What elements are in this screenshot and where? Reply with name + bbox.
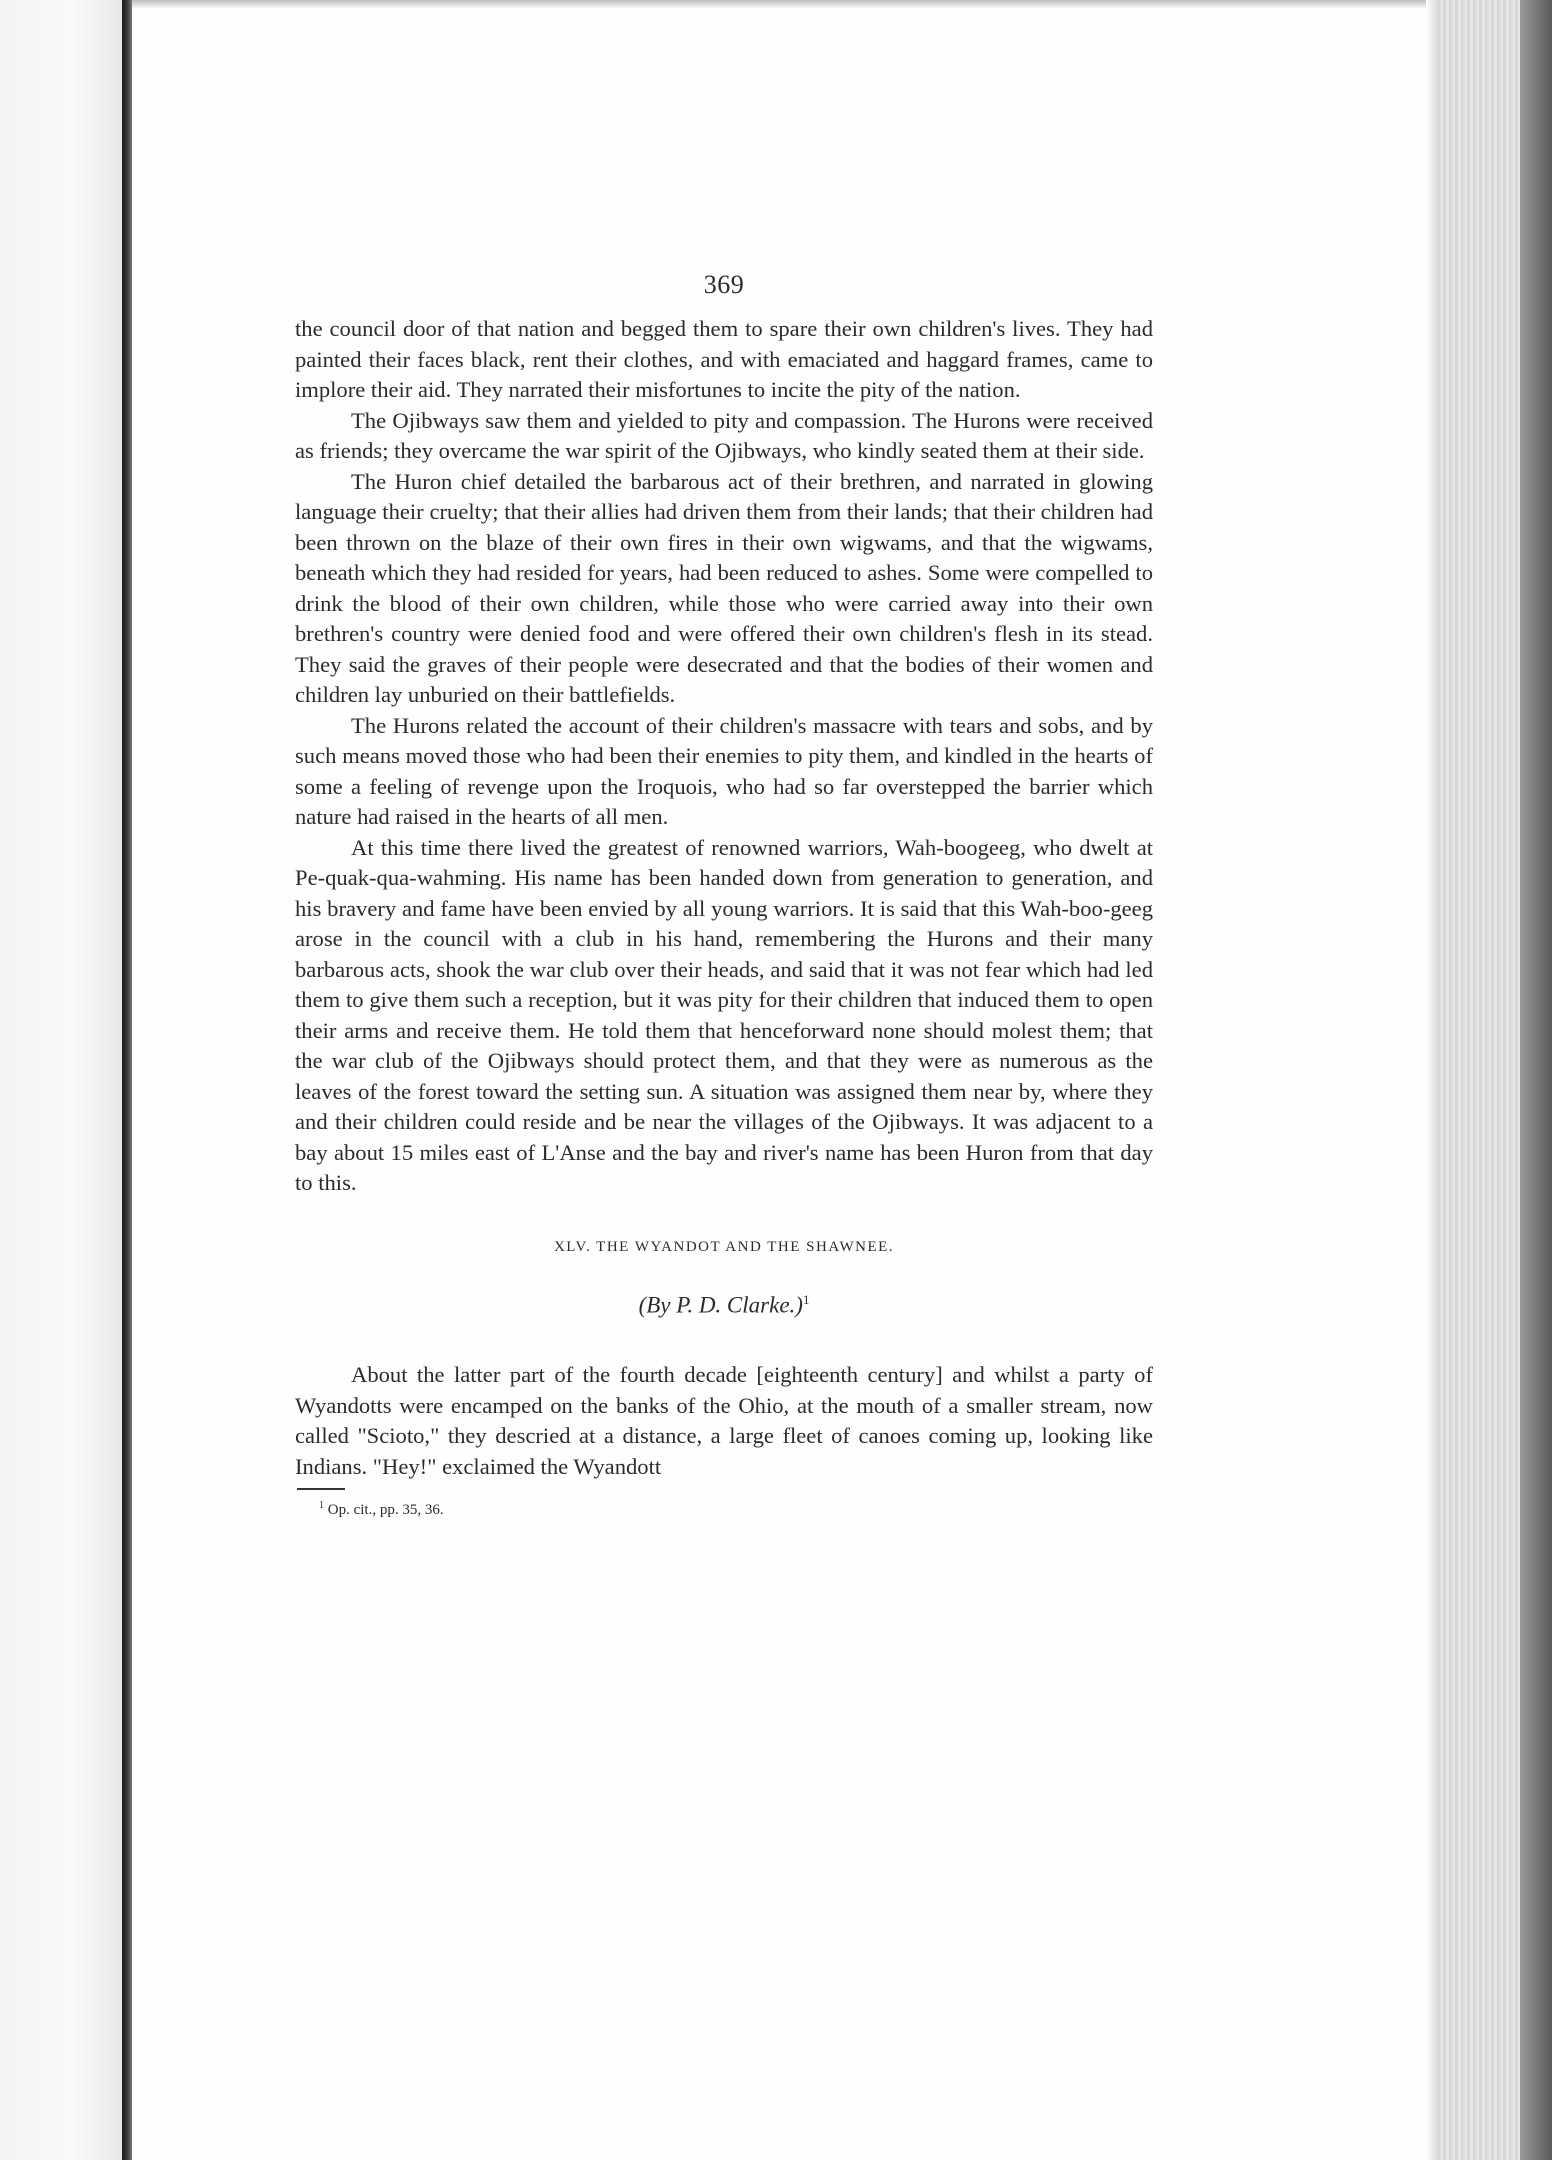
paragraph-2: The Ojibways saw them and yielded to pity and compassion. The Hurons were received as friends; they overcame the war spirit of the Ojibways, who kindly seated them at their side. xyxy=(295,407,1153,463)
top-page-edge xyxy=(132,0,1432,8)
footnote-marker: 1 xyxy=(319,1500,324,1512)
paragraph-4: The Hurons related the account of their children's massacre with tears and sobs, and by such means moved those who had been their enemies to pity them, and kindled in the hearts of some a feeling of revenge upon the Iroquois, who had so far overstepped the barrier which nature had raised in the hearts of all men. xyxy=(295,712,1153,829)
section-heading: XLV. THE WYANDOT AND THE SHAWNEE. xyxy=(553,1238,895,1255)
footnote-text: Op. cit., pp. 35, 36. xyxy=(327,1502,444,1519)
paragraph-1: the council door of that nation and begged them to spare their own children's lives. They had painted their faces black, rent their clothes, and with emaciated and haggard frames, came to implore their aid. They narrated their misfortunes to incite the pity of the nation. xyxy=(295,316,1153,402)
byline-footnote-marker: 1 xyxy=(802,1291,810,1307)
left-page-edge xyxy=(0,0,122,2160)
footnote xyxy=(319,1500,1153,1519)
byline xyxy=(295,1292,1153,1319)
paragraph-5: At this time there lived the greatest of renowned warriors, Wah-boogeeg, who dwelt at Pe-quak-qua-wahming. His name has been handed down from generation to generation, and his bravery and fame have been envied by all young warriors. It is said that this Wah-boo-geeg arose in the council with a club in his hand, remembering the Hurons and their many barbarous acts, shook the war club over their heads, and said that it was not fear which had led them to give them such a reception, but it was pity for their children that induced them to open their arms and receive them. He told them that henceforward none should molest them; that the war club of the Ojibways should protect them, and that they were as numerous as the leaves of the forest toward the setting sun. A situation was assigned them near by, where they and their children could reside and be near the villages of the Ojibways. It was adjacent to a bay about 15 miles east of L'Anse and the bay and river's name has been Huron from that day to this. xyxy=(295,834,1153,1195)
page-number: 369 xyxy=(703,270,745,299)
book-spine xyxy=(122,0,132,2160)
paragraph-6: About the latter part of the fourth decade [eighteenth century] and whilst a party of Wyandotts were encamped on the banks of the Ohio, at the mouth of a smaller stream, now called "Scioto," they descried at a distance, a large fleet of canoes coming up, looking like Indians. "Hey!" exclaimed the Wyandott xyxy=(295,1362,1153,1479)
footnote-divider xyxy=(297,1488,345,1490)
paragraph-3: The Huron chief detailed the barbarous act of their brethren, and narrated in glowing language their cruelty; that their allies had driven them from their lands; that their children had been thrown on the blaze of their own fires in their own wigwams, and that the wigwams, beneath which they had resided for years, had been reduced to ashes. Some were compelled to drink the blood of their own children, while those who were carried away into their own brethren's country were denied food and were offered their own children's flesh in its stead. They said the graves of their people were desecrated and that the bodies of their women and children lay unburied on their battlefields. xyxy=(295,468,1153,707)
book-cover-edge xyxy=(1520,0,1552,2160)
page-content xyxy=(295,270,1153,1519)
byline-text: (By P. D. Clarke.) xyxy=(638,1292,803,1318)
